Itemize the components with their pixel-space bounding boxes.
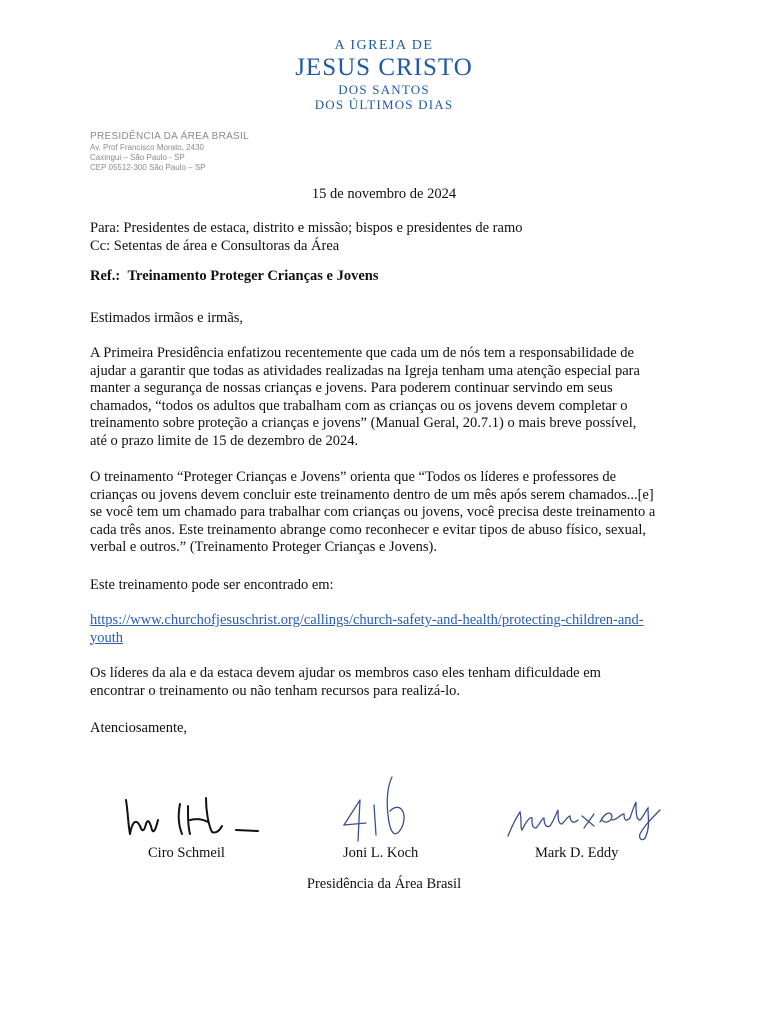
- recipients-cc: Cc: Setentas de área e Consultoras da Área: [90, 238, 340, 254]
- letter-date: 15 de novembro de 2024: [311, 186, 457, 202]
- paragraph-line: chamados, “todos os adultos que trabalham com as crianças ou os jovens devem completar o: [90, 397, 628, 414]
- church-logo: [0, 38, 768, 113]
- link-line-2[interactable]: youth: [90, 629, 124, 646]
- paragraph-3: Este treinamento pode ser encontrado em:: [90, 577, 334, 593]
- sender-block: [90, 130, 249, 173]
- signatory-name: Mark D. Eddy: [535, 845, 619, 861]
- signatory-name: Ciro Schmeil: [148, 845, 225, 861]
- reference-label: Ref.:: [90, 268, 121, 284]
- paragraph-4: [90, 665, 680, 700]
- logo-line-1: A IGREJA DE: [334, 38, 434, 53]
- paragraph-line: treinamento sobre proteção a crianças e jovens” (Manual Geral, 20.7.1) o mais breve possível,: [90, 415, 637, 432]
- paragraph-line: se você tem um chamado para trabalhar com crianças ou jovens, você precisa deste treinamento a: [90, 504, 656, 521]
- paragraph-2: [90, 469, 680, 557]
- paragraph-line: O treinamento “Proteger Crianças e Jovens” orienta que “Todos os líderes e professores de: [90, 469, 617, 485]
- sender-name: PRESIDÊNCIA DA ÁREA BRASIL: [90, 131, 249, 142]
- logo-line-3: DOS SANTOS: [338, 82, 430, 97]
- greeting: Estimados irmãos e irmãs,: [90, 310, 244, 326]
- paragraph-line: cada três anos. Este treinamento abrange como reconhecer e evitar tipos de abuso físico, sexual,: [90, 521, 647, 538]
- paragraph-line: encontrar o treinamento ou não tenham recursos para realizá-lo.: [90, 682, 460, 699]
- reference-line: [90, 267, 378, 285]
- signature-joni-koch: [330, 775, 420, 845]
- signatory-name: Joni L. Koch: [343, 845, 419, 861]
- paragraph-line: manter a segurança de nossas crianças e jovens. Para poderem continuar servindo em seus: [90, 380, 613, 397]
- paragraph-line: A Primeira Presidência enfatizou recentemente que cada um de nós tem a responsabilidade de: [90, 345, 634, 361]
- paragraph-line: ajudar a garantir que todas as atividades realizadas na Igreja tenham uma atenção especial para: [90, 362, 640, 379]
- paragraph-line: verbal e outros.” (Treinamento Proteger Crianças e Jovens).: [90, 539, 437, 556]
- sender-address-line: Caxingui – São Paulo - SP: [90, 153, 185, 162]
- signature-mark-eddy: [500, 790, 670, 846]
- link-line-1[interactable]: https://www.churchofjesuschrist.org/callings/church-safety-and-health/protecting-children-and-: [90, 612, 644, 628]
- logo-line-2: JESUS CRISTO: [295, 54, 473, 81]
- logo-line-4: DOS ÚLTIMOS DIAS: [314, 97, 454, 112]
- footer-signature-block: Presidência da Área Brasil: [306, 876, 462, 892]
- paragraph-1: [90, 345, 680, 451]
- training-link[interactable]: [90, 612, 680, 647]
- signature-ciro-schmeil: [118, 790, 268, 840]
- sender-address-line: CEP 05512-300 São Paulo – SP: [90, 163, 206, 172]
- reference-subject: Treinamento Proteger Crianças e Jovens: [127, 268, 379, 284]
- paragraph-line: até o prazo limite de 15 de dezembro de 2024.: [90, 432, 359, 449]
- sender-address-line: Av. Prof Francisco Morato, 2430: [90, 143, 204, 152]
- paragraph-line: Os líderes da ala e da estaca devem ajudar os membros caso eles tenham dificuldade em: [90, 665, 601, 681]
- closing: Atenciosamente,: [90, 720, 188, 736]
- recipients-to: Para: Presidentes de estaca, distrito e missão; bispos e presidentes de ramo: [90, 220, 523, 236]
- paragraph-line: crianças ou jovens devem concluir este treinamento dentro de um mês após serem chamados...[e]: [90, 486, 654, 503]
